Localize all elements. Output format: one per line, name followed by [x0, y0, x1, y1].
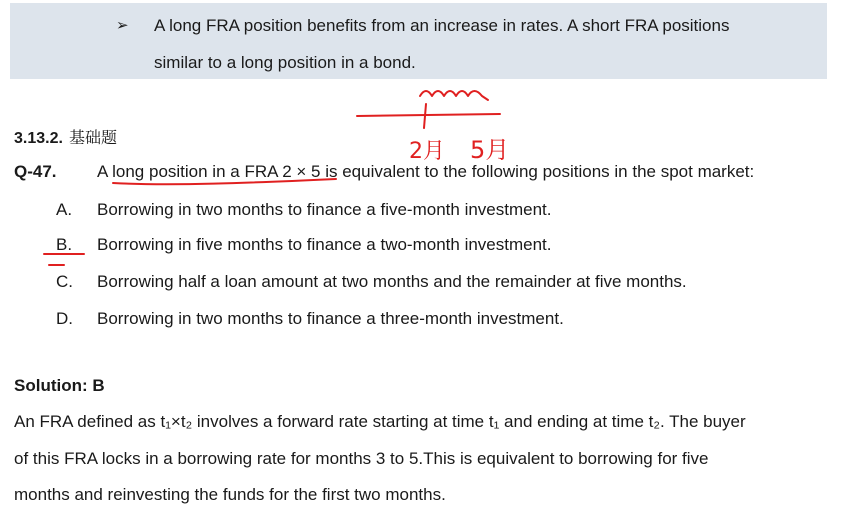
- arrow-bullet-icon: ➢: [116, 17, 129, 34]
- timeline-tick: [424, 104, 426, 128]
- option-b-text: Borrowing in five months to finance a two-month investment.: [97, 235, 552, 254]
- option-c-letter: C.: [56, 272, 73, 291]
- timeline-line: [357, 114, 500, 116]
- option-b-letter: B.: [56, 235, 73, 254]
- section-title: 基础题: [68, 128, 117, 147]
- section-heading: [14, 125, 117, 148]
- scribble-mark: [420, 91, 488, 100]
- banner-text-line-1: A long FRA position benefits from an increase in rates. A short FRA positions: [154, 16, 730, 35]
- label-5-months: 5月: [470, 136, 510, 164]
- label-2-months: 2月: [409, 139, 445, 164]
- solution-line-2: of this FRA locks in a borrowing rate for months 3 to 5.This is equivalent to borrowing for five: [14, 449, 709, 468]
- option-a-text: Borrowing in two months to finance a five-month investment.: [97, 200, 552, 219]
- solution-line-1: An FRA defined as t₁×t₂ involves a forward rate starting at time t₁ and ending at time t₂. The buyer: [14, 412, 746, 431]
- banner-text-line-2: similar to a long position in a bond.: [154, 53, 416, 72]
- summary-banner: [10, 3, 827, 79]
- question-number: Q-47.: [14, 162, 57, 181]
- section-number: 3.13.2.: [14, 130, 63, 147]
- option-c-text: Borrowing half a loan amount at two months and the remainder at five months.: [97, 272, 687, 291]
- option-d-text: Borrowing in two months to finance a three-month investment.: [97, 309, 564, 328]
- option-a-letter: A.: [56, 200, 73, 219]
- solution-heading: Solution: B: [14, 376, 105, 395]
- solution-line-3: months and reinvesting the funds for the first two months.: [14, 485, 446, 504]
- question-stem: A long position in a FRA 2 × 5 is equivalent to the following positions in the spot market:: [97, 162, 755, 181]
- option-d-letter: D.: [56, 309, 73, 328]
